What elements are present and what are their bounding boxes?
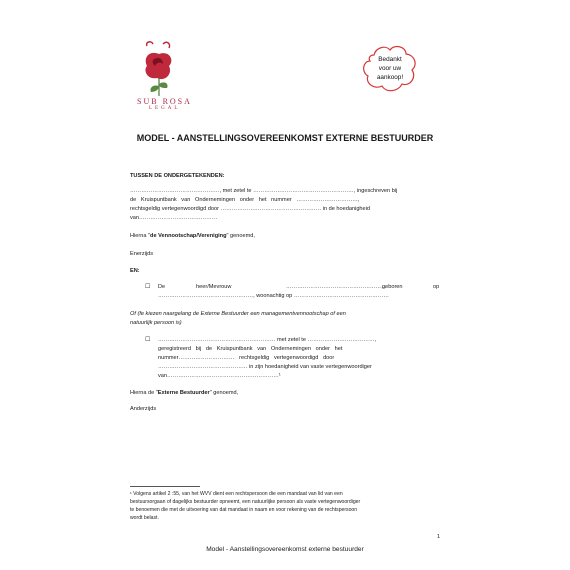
party2-anderzijds: Anderzijds xyxy=(130,406,157,412)
rose-icon xyxy=(133,40,185,98)
checkbox-natural-person[interactable]: ☐ xyxy=(145,284,151,290)
section-heading: TUSSEN DE ONDERGETEKENDEN: xyxy=(130,173,225,179)
badge-line-3: aankoop! xyxy=(376,74,404,81)
footnote-line-1: ¹ Volgens artikel 2 :55, van het WVV dient een rechtspersoon die een mandaat van lid van een xyxy=(130,491,343,497)
badge-line-2: voor uw xyxy=(378,65,402,72)
party1-hierna-prefix: Hierna " xyxy=(130,233,151,239)
party2-of-line-1: Of (fe kiezen naargelang de Externe Bestuurder een managementvennootschap of een xyxy=(130,311,346,317)
party1-hierna-suffix: " genoemd, xyxy=(226,233,255,239)
party2-hierna xyxy=(130,390,238,397)
party2-line1-heer: heer/Mevrouw xyxy=(196,284,232,290)
party1-hierna-bold: de Vennootschap/Vereniging xyxy=(150,233,227,239)
party1-line-4: van…………………………………… xyxy=(130,215,218,221)
party2-of-line-2: natuurlijk persoon is) xyxy=(130,320,182,326)
party2-line-2: ……………………………………………, woonachtig op …………………………………………… xyxy=(158,293,389,299)
footnote-line-4: wordt belast. xyxy=(130,515,159,521)
party2-line1-geboren: geboren xyxy=(382,284,403,290)
brand-name: SUB ROSA xyxy=(137,97,192,106)
brand-subname: LEGAL xyxy=(149,106,181,111)
badge-line-1: Bedankt xyxy=(378,56,402,63)
party1-line-2: de Kruispuntbank van Ondernemingen onder het nummer ……………………………, xyxy=(130,197,360,203)
document-title: MODEL - AANSTELLINGSOVEREENKOMST EXTERNE BESTUURDER xyxy=(136,133,434,143)
party2-company-line-2: geregistreerd bij de Kruispuntbank van Ondernemingen onder het xyxy=(158,346,343,352)
party2-company-line-5: van……………………………………………………¹ xyxy=(158,373,281,379)
party2-company-line-4: ………………………………………… in zijn hoedanigheid van vaste vertegenwoordiger xyxy=(158,364,372,370)
party2-line1-de: De xyxy=(158,284,166,290)
party2-line1-op: op xyxy=(433,284,440,290)
party2-hierna-bold: Externe Bestuurder xyxy=(157,390,210,396)
thank-you-badge xyxy=(360,43,420,95)
footnote-line-3: te benoemen die met de uitvoering van dat mandaat in naam en voor rekening van de rechtspersoon xyxy=(130,507,358,513)
page-footer: Model - Aanstellingsovereenkomst externe bestuurder xyxy=(206,546,364,553)
party1-hierna xyxy=(130,233,255,240)
party1-enerzijds: Enerzijds xyxy=(130,251,154,257)
party2-line1-name: ……………………………………………… xyxy=(286,284,387,290)
footnote-divider xyxy=(130,486,200,487)
checkbox-company[interactable]: ☐ xyxy=(145,337,151,343)
party2-hierna-suffix: " genoemd, xyxy=(209,390,239,396)
page-number: 1 xyxy=(437,534,441,540)
party2-company-line-3: nummer………………………… rechtsgeldig vertegenwoordigd door xyxy=(158,355,335,361)
footnote-line-2: bestuursorgaan of dagelijks bestuurder opneemt, een natuurlijke persoon als vaste vertegenwoordiger xyxy=(130,499,361,505)
party1-line-3: rechtsgeldig vertegenwoordigd door ……………………………………………… in de hoedanigheid xyxy=(130,206,371,212)
party2-hierna-prefix: Hierna de " xyxy=(130,390,158,396)
party1-line-1: …………………………………………, met zetel te ………………………………………………, ingeschreven bij xyxy=(130,188,398,194)
en-label: EN: xyxy=(130,268,140,274)
party2-company-line-1: ……………………………………………………… met zetel te ………………………………, xyxy=(158,337,377,343)
